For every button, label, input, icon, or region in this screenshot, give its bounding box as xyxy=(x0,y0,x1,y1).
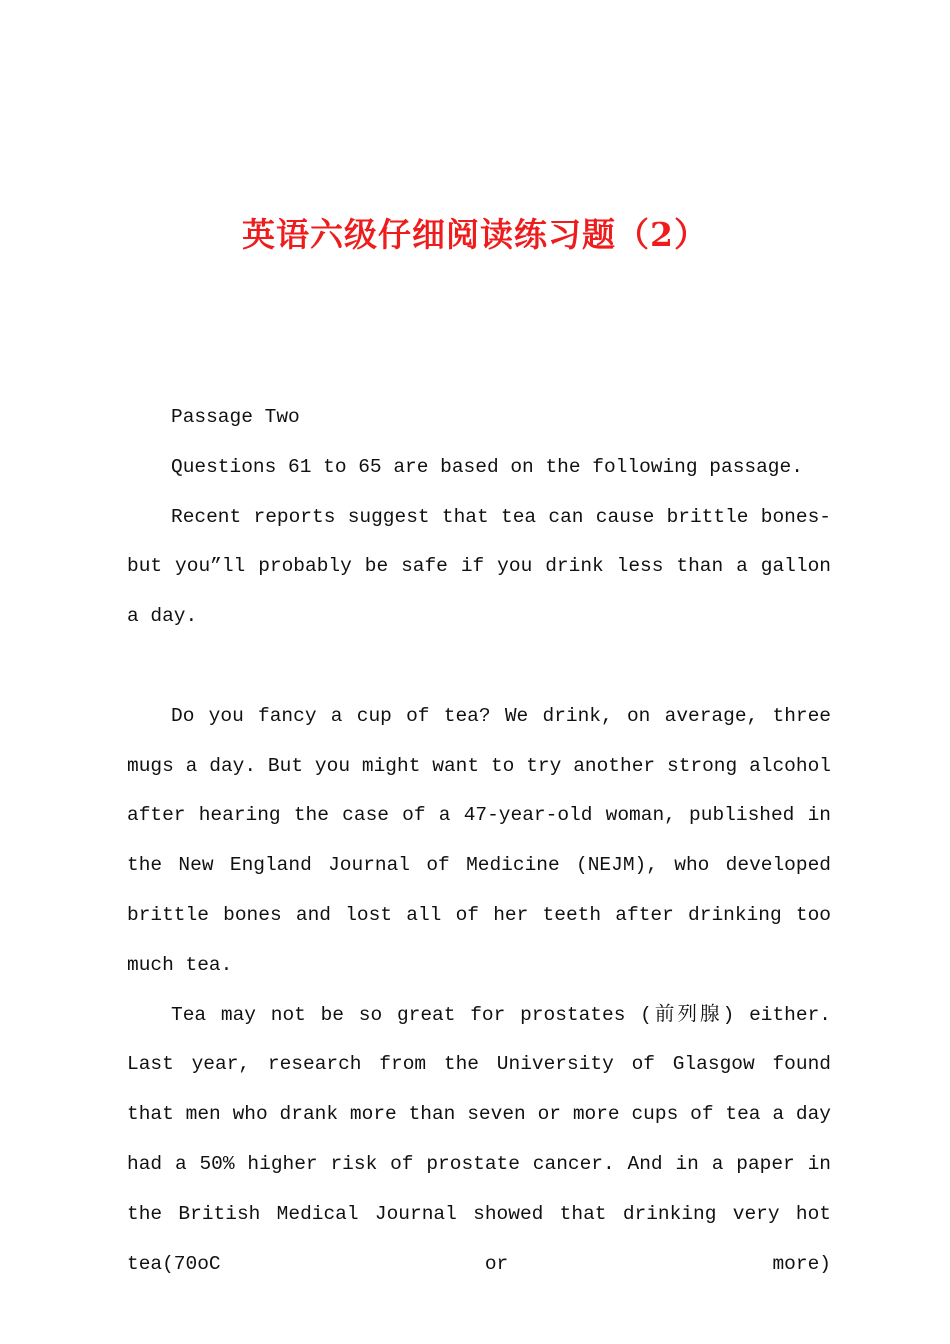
paragraph-spacer xyxy=(127,642,831,692)
passage-heading: Passage Two xyxy=(171,406,300,428)
instructions-text: Questions 61 to 65 are based on the following passage. xyxy=(171,455,803,478)
paragraph-3: Tea may not be so great for prostates (前列腺) either. Last year, research from the University of Glasgow found that men who drank more than seven or more cups of tea a day had a 50% higher risk of prostate cancer. And in a paper in the British Medical Journal showed that drinking very hot tea(70oC or more) xyxy=(127,1003,831,1275)
paragraph-1: Recent reports suggest that tea can cause brittle bones-but you”ll probably be safe if you drink less than a gallon a day. xyxy=(127,505,831,628)
paragraph-2: Do you fancy a cup of tea? We drink, on average, three mugs a day. But you might want to try another strong alcohol after hearing the case of a 47-year-old woman, published in the New England Journal of Medicine (NEJM), who developed brittle bones and lost all of her teeth after drinking too much tea. xyxy=(127,704,831,976)
document-body xyxy=(127,393,831,1289)
document-title: 英语六级仔细阅读练习题（2） xyxy=(242,215,708,254)
